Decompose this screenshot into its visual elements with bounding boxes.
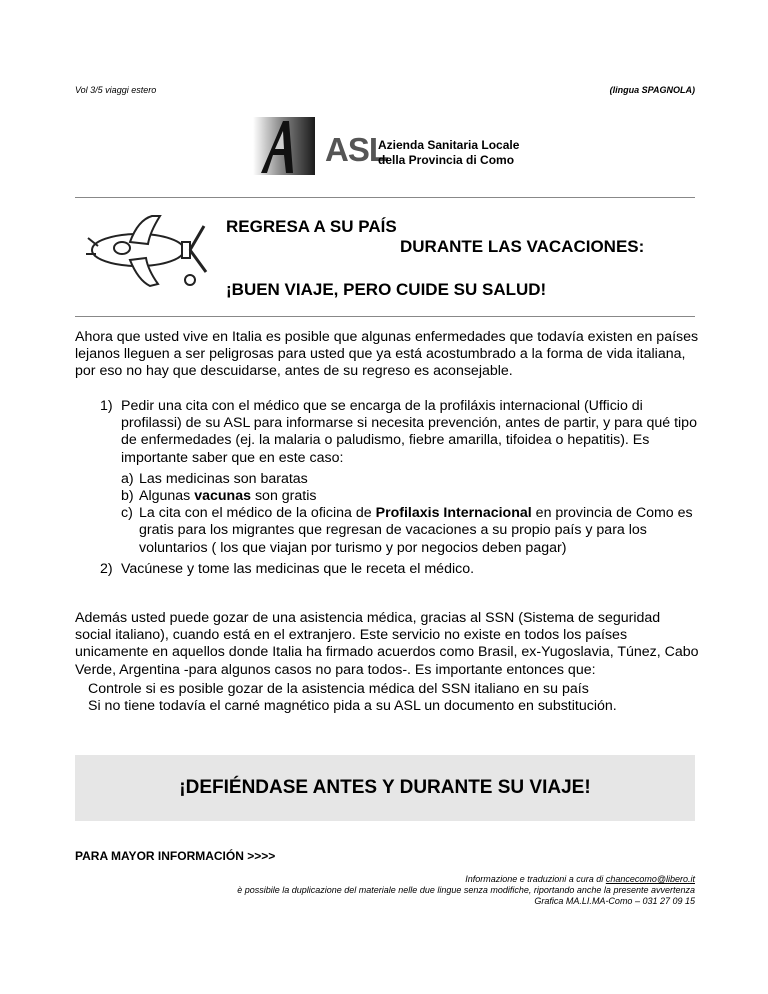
logo-line2: della Provincia di Como xyxy=(378,153,515,167)
step-text: Vacúnese y tome las medicinas que le receta el médico. xyxy=(121,560,475,577)
footer-graphics: Grafica MA.LI.MA-Como – 031 27 09 15 xyxy=(534,896,695,906)
airplane-illustration xyxy=(78,202,218,297)
mid-divider xyxy=(75,316,695,317)
footer-notice: è possibile la duplicazione del materiale nelle due lingue senza modifiche, riportando anche la presente avvertenza xyxy=(237,885,695,895)
header-volume: Vol 3/5 viaggi estero xyxy=(75,85,157,95)
logo-line1: Azienda Sanitaria Locale xyxy=(378,138,520,152)
email-link[interactable]: chancecomo@libero.it xyxy=(605,874,695,884)
asl-logo xyxy=(253,117,520,175)
step-number: 2) xyxy=(100,560,113,577)
footer-credits-text: Informazione e traduzioni a cura di xyxy=(465,874,606,884)
substep-text: en provincia de Como es gratis para los migrantes que regresan de vacaciones a su propio país y para los voluntarios ( los que viajan por turismo y por negocios deben pagar) xyxy=(139,505,693,556)
ssn-advice xyxy=(88,681,708,715)
list-item xyxy=(121,505,700,557)
title-line1: REGRESA A SU PAÍS xyxy=(226,217,397,236)
step-text: Pedir una cita con el médico que se encarga de la profiláxis internacional (Ufficio di profilassi) de su ASL para informarse si necesita prevención, antes de partir, y para qué tipo de enfermedades (ej. la malaria o paludismo, fiebre amarilla, tifoidea o hepatitis). Es importante saber que en este caso: xyxy=(121,398,697,466)
logo-abbr: ASL xyxy=(325,131,388,168)
substep-text: son gratis xyxy=(251,488,317,505)
title-line3: ¡BUEN VIAJE, PERO CUIDE SU SALUD! xyxy=(226,280,547,299)
substep-letter: c) xyxy=(121,505,133,522)
intro-paragraph: Ahora que usted vive en Italia es posible que algunas enfermedades que todavía existen en países lejanos lleguen a ser peligrosas para usted que ya está acostumbrado a la forma de vida italiana, por eso no hay que descuidarse, antes de su regreso es aconsejable. xyxy=(75,329,699,380)
list-item xyxy=(121,488,700,505)
substep-text: Algunas xyxy=(139,488,195,505)
substep-text: Las medicinas son baratas xyxy=(139,470,308,487)
steps-list xyxy=(100,398,700,578)
advice-line1: Controle si es posible gozar de la asistencia médica del SSN italiano en su país xyxy=(88,681,589,697)
footer-credits xyxy=(465,874,695,885)
top-divider xyxy=(75,197,695,198)
substep-letter: a) xyxy=(121,470,134,487)
title-line2: DURANTE LAS VACACIONES: xyxy=(400,237,645,256)
more-info-label: PARA MAYOR INFORMACIÓN >>>> xyxy=(75,849,276,863)
step-number: 1) xyxy=(100,398,113,414)
substep-text: La cita con el médico de la oficina de xyxy=(139,505,376,522)
banner xyxy=(75,755,695,821)
substep-letter: b) xyxy=(121,488,134,505)
banner-text: ¡DEFIÉNDASE ANTES Y DURANTE SU VIAJE! xyxy=(179,777,591,798)
ssn-paragraph: Además usted puede gozar de una asistencia médica, gracias al SSN (Sistema de seguridad social italiano), cuando está en el extranjero. Este servicio no existe en todos los países unicamente en aquellos donde Italia ha firmado acuerdos como Brasil, ex-Yugoslavia, Túnez, Cabo Verde, Argentina -para algunos casos no para todos-. Es importante entonces que: xyxy=(75,610,699,678)
list-item xyxy=(121,471,700,488)
logo-emblem xyxy=(253,117,315,175)
substep-bold: Profilaxis Internacional xyxy=(375,505,532,522)
list-item xyxy=(100,398,700,467)
list-item xyxy=(100,561,700,578)
substep-bold: vacunas xyxy=(194,488,252,505)
header-language: (lingua SPAGNOLA) xyxy=(609,85,695,95)
substeps-list xyxy=(121,471,700,557)
advice-line2: Si no tiene todavía el carné magnético pida a su ASL un documento en substitución. xyxy=(88,698,617,715)
